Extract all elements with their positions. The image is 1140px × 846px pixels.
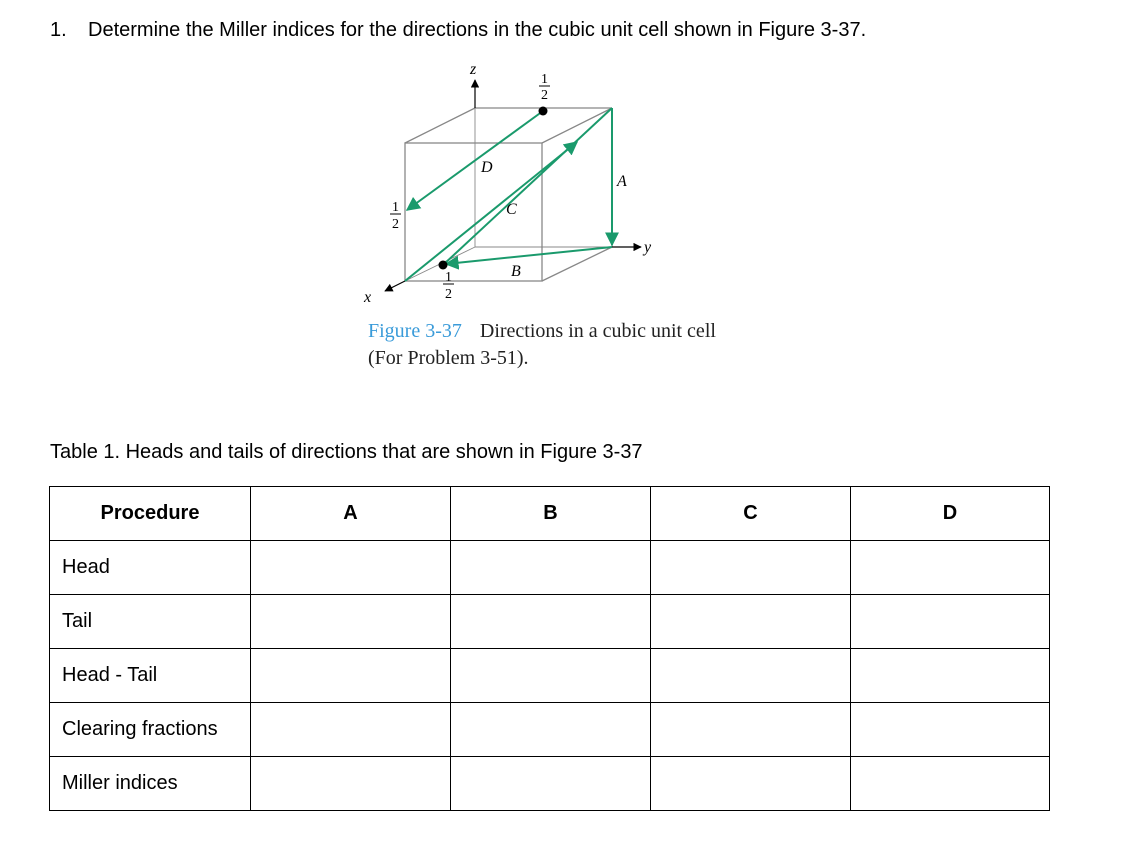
fraction-bottom: [443, 270, 454, 302]
svg-text:1: 1: [541, 72, 548, 87]
header-c: C: [651, 487, 851, 541]
direction-a-diagonal: [443, 108, 612, 265]
cell-miller-a[interactable]: [251, 757, 451, 811]
row-label-head: Head: [50, 541, 251, 595]
table-title: Table 1. Heads and tails of directions that are shown in Figure 3-37: [50, 441, 643, 463]
cell-clear-b[interactable]: [451, 703, 651, 757]
miller-indices-table: [49, 486, 1050, 811]
axes: [385, 80, 641, 291]
figure-caption: [368, 318, 748, 372]
row-label-miller-indices: Miller indices: [50, 757, 251, 811]
cell-miller-c[interactable]: [651, 757, 851, 811]
cell-tail-b[interactable]: [451, 595, 651, 649]
cell-head-d[interactable]: [851, 541, 1050, 595]
cell-tail-d[interactable]: [851, 595, 1050, 649]
cubic-unit-cell-figure: [360, 55, 652, 306]
table-row: [50, 757, 1050, 811]
table-row: [50, 703, 1050, 757]
svg-text:2: 2: [445, 287, 452, 302]
x-axis-label: x: [364, 289, 372, 306]
svg-text:2: 2: [392, 217, 399, 232]
table-header-row: [50, 487, 1050, 541]
direction-label-c: C: [506, 201, 517, 218]
table-row: [50, 649, 1050, 703]
cell-tail-c[interactable]: [651, 595, 851, 649]
direction-label-d: D: [481, 159, 493, 176]
cell-clear-d[interactable]: [851, 703, 1050, 757]
row-label-head-minus-tail: Head - Tail: [50, 649, 251, 703]
header-procedure: Procedure: [50, 487, 251, 541]
y-axis-label: y: [644, 239, 652, 256]
cell-diff-b[interactable]: [451, 649, 651, 703]
svg-text:1: 1: [392, 200, 399, 215]
header-a: A: [251, 487, 451, 541]
fraction-top: [539, 72, 550, 103]
cell-diff-d[interactable]: [851, 649, 1050, 703]
direction-label-a: A: [617, 173, 627, 190]
row-label-clearing-fractions: Clearing fractions: [50, 703, 251, 757]
cell-head-b[interactable]: [451, 541, 651, 595]
direction-label-b: B: [511, 263, 521, 280]
cell-miller-d[interactable]: [851, 757, 1050, 811]
question-text: [50, 19, 866, 42]
direction-b-arrow: [446, 247, 612, 264]
direction-arrows: [405, 108, 612, 281]
z-axis-label: z: [470, 61, 477, 78]
cell-diff-c[interactable]: [651, 649, 851, 703]
table-row: [50, 595, 1050, 649]
cell-head-a[interactable]: [251, 541, 451, 595]
question-body: Determine the Miller indices for the directions in the cubic unit cell shown in Figure 3-37.: [88, 19, 867, 41]
header-d: D: [851, 487, 1050, 541]
half-point-dot-bottom: [439, 261, 448, 270]
figure-caption-text: Directions in a cubic unit cell (For Problem 3-51).: [368, 320, 716, 369]
x-axis: [385, 281, 405, 291]
cell-miller-b[interactable]: [451, 757, 651, 811]
question-number: 1.: [50, 19, 67, 41]
cell-head-c[interactable]: [651, 541, 851, 595]
svg-text:2: 2: [541, 88, 548, 103]
figure-caption-label: Figure 3-37: [368, 320, 462, 342]
svg-text:1: 1: [445, 270, 452, 285]
cell-clear-c[interactable]: [651, 703, 851, 757]
cell-diff-a[interactable]: [251, 649, 451, 703]
cell-tail-a[interactable]: [251, 595, 451, 649]
half-point-dot-top: [539, 107, 548, 116]
row-label-tail: Tail: [50, 595, 251, 649]
header-b: B: [451, 487, 651, 541]
cell-clear-a[interactable]: [251, 703, 451, 757]
fraction-left: [390, 200, 401, 232]
table-row: [50, 541, 1050, 595]
